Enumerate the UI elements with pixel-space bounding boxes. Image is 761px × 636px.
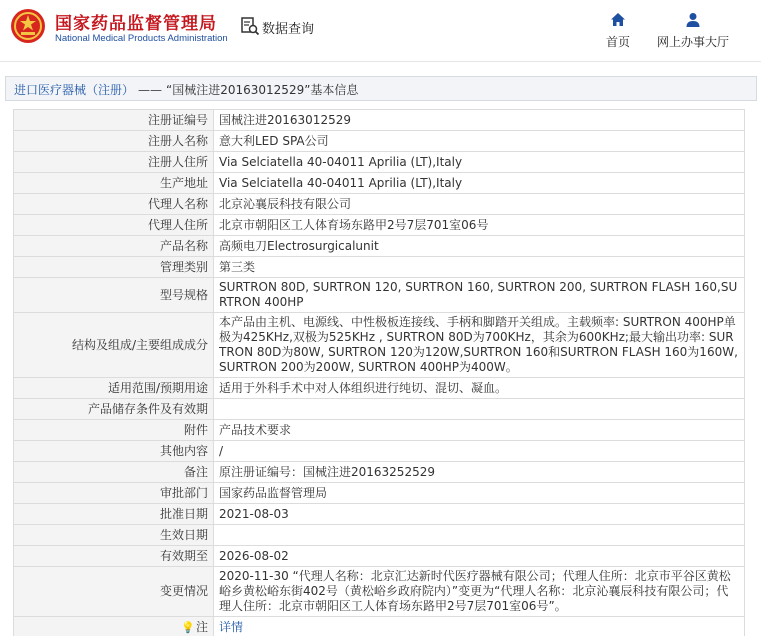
table-row xyxy=(14,152,745,173)
record-heading: “国械注进20163012529”基本信息 xyxy=(166,83,359,97)
field-label: 注册人住所 xyxy=(14,152,214,173)
field-label: 审批部门 xyxy=(14,483,214,504)
field-value: 产品技术要求 xyxy=(214,420,745,441)
table-row xyxy=(14,215,745,236)
field-label: 产品名称 xyxy=(14,236,214,257)
table-row xyxy=(14,257,745,278)
table-row xyxy=(14,278,745,313)
brand-title[interactable]: 国家药品监督管理局 xyxy=(55,14,217,34)
field-value: 北京市朝阳区工人体育场东路甲2号7层701室06号 xyxy=(214,215,745,236)
field-label: 变更情况 xyxy=(14,567,214,617)
table-row xyxy=(14,194,745,215)
field-value: / xyxy=(214,441,745,462)
field-label: 附件 xyxy=(14,420,214,441)
field-value: 2026-08-02 xyxy=(214,546,745,567)
note-label: 注 xyxy=(195,619,208,634)
user-icon xyxy=(685,12,701,28)
field-label: 产品储存条件及有效期 xyxy=(14,399,214,420)
field-label: 代理人名称 xyxy=(14,194,214,215)
field-value: 意大利LED SPA公司 xyxy=(214,131,745,152)
lightbulb-icon: 💡 xyxy=(181,620,195,634)
field-label: 型号规格 xyxy=(14,278,214,313)
field-value: 2021-08-03 xyxy=(214,504,745,525)
field-label: 批准日期 xyxy=(14,504,214,525)
table-row xyxy=(14,378,745,399)
field-label: 生效日期 xyxy=(14,525,214,546)
data-search-link[interactable]: 数据查询 xyxy=(262,22,315,37)
nav-online-office[interactable] xyxy=(655,10,735,50)
field-label: 代理人住所 xyxy=(14,215,214,236)
field-label: 管理类别 xyxy=(14,257,214,278)
category-link[interactable]: 进口医疗器械（注册） xyxy=(14,83,135,97)
table-row xyxy=(14,483,745,504)
field-value: 本产品由主机、电源线、中性极板连接线、手柄和脚踏开关组成。主载频率: SURTRON 400HP单极为425KHz,双极为525KHz , SURTRON 80D为700KHz，其余为600KHz;最大输出功率: SURTRON 80D为80W, SURTRON 120为120W,SURTRON 160和SURTRON FLASH 160为160W, SURTRON 200为200W, SURTRON 400HP为400W。 xyxy=(214,313,745,378)
note-value-cell xyxy=(214,617,745,636)
brand-subtitle: National Medical Products Administration xyxy=(55,33,228,44)
details-link[interactable]: 详情 xyxy=(219,619,244,634)
field-label: 生产地址 xyxy=(14,173,214,194)
field-value: Via Selciatella 40-04011 Aprilia (LT),Italy xyxy=(214,173,745,194)
table-row xyxy=(14,420,745,441)
nav-home-label: 首页 xyxy=(606,35,631,49)
nav-online-office-label: 网上办事大厅 xyxy=(657,35,730,49)
table-row xyxy=(14,313,745,378)
field-value: 适用于外科手术中对人体组织进行纯切、混切、凝血。 xyxy=(214,378,745,399)
field-value: SURTRON 80D, SURTRON 120, SURTRON 160, SURTRON 200, SURTRON FLASH 160,SURTRON 400HP xyxy=(214,278,745,313)
table-row xyxy=(14,173,745,194)
data-search-icon[interactable] xyxy=(240,16,260,36)
table-row xyxy=(14,567,745,617)
table-row xyxy=(14,110,745,131)
field-value: 2020-11-30 “代理人名称：北京汇达新时代医疗器械有限公司；代理人住所：北京市平谷区黄松峪乡黄松峪东街402号（黄松峪乡政府院内）”变更为“代理人名称：北京沁襄辰科技有限公司；代理人住所：北京市朝阳区工人体育场东路甲2号7层701室06号”。 xyxy=(214,567,745,617)
field-value: 原注册证编号：国械注进20163252529 xyxy=(214,462,745,483)
nav-home[interactable] xyxy=(598,10,638,50)
field-value: 国家药品监督管理局 xyxy=(214,483,745,504)
table-row xyxy=(14,462,745,483)
title-separator: —— xyxy=(138,83,163,97)
field-value: 高频电刀Electrosurgicalunit xyxy=(214,236,745,257)
record-title-bar xyxy=(5,76,757,101)
table-row xyxy=(14,399,745,420)
site-header xyxy=(0,0,761,62)
field-value: 第三类 xyxy=(214,257,745,278)
field-value xyxy=(214,525,745,546)
field-label: 结构及组成/主要组成成分 xyxy=(14,313,214,378)
table-row xyxy=(14,236,745,257)
note-label-cell xyxy=(14,617,214,636)
field-label: 备注 xyxy=(14,462,214,483)
table-row xyxy=(14,131,745,152)
field-value: 北京沁襄辰科技有限公司 xyxy=(214,194,745,215)
field-value xyxy=(214,399,745,420)
field-label: 其他内容 xyxy=(14,441,214,462)
field-value: Via Selciatella 40-04011 Aprilia (LT),Italy xyxy=(214,152,745,173)
field-label: 有效期至 xyxy=(14,546,214,567)
national-emblem-icon xyxy=(10,8,46,44)
table-row xyxy=(14,546,745,567)
table-row xyxy=(14,441,745,462)
field-label: 适用范围/预期用途 xyxy=(14,378,214,399)
table-row xyxy=(14,525,745,546)
registration-info-table xyxy=(13,109,745,636)
field-label: 注册证编号 xyxy=(14,110,214,131)
record-title xyxy=(14,81,358,98)
note-row xyxy=(14,617,745,636)
field-label: 注册人名称 xyxy=(14,131,214,152)
field-value: 国械注进20163012529 xyxy=(214,110,745,131)
table-row xyxy=(14,504,745,525)
home-icon xyxy=(610,12,626,28)
